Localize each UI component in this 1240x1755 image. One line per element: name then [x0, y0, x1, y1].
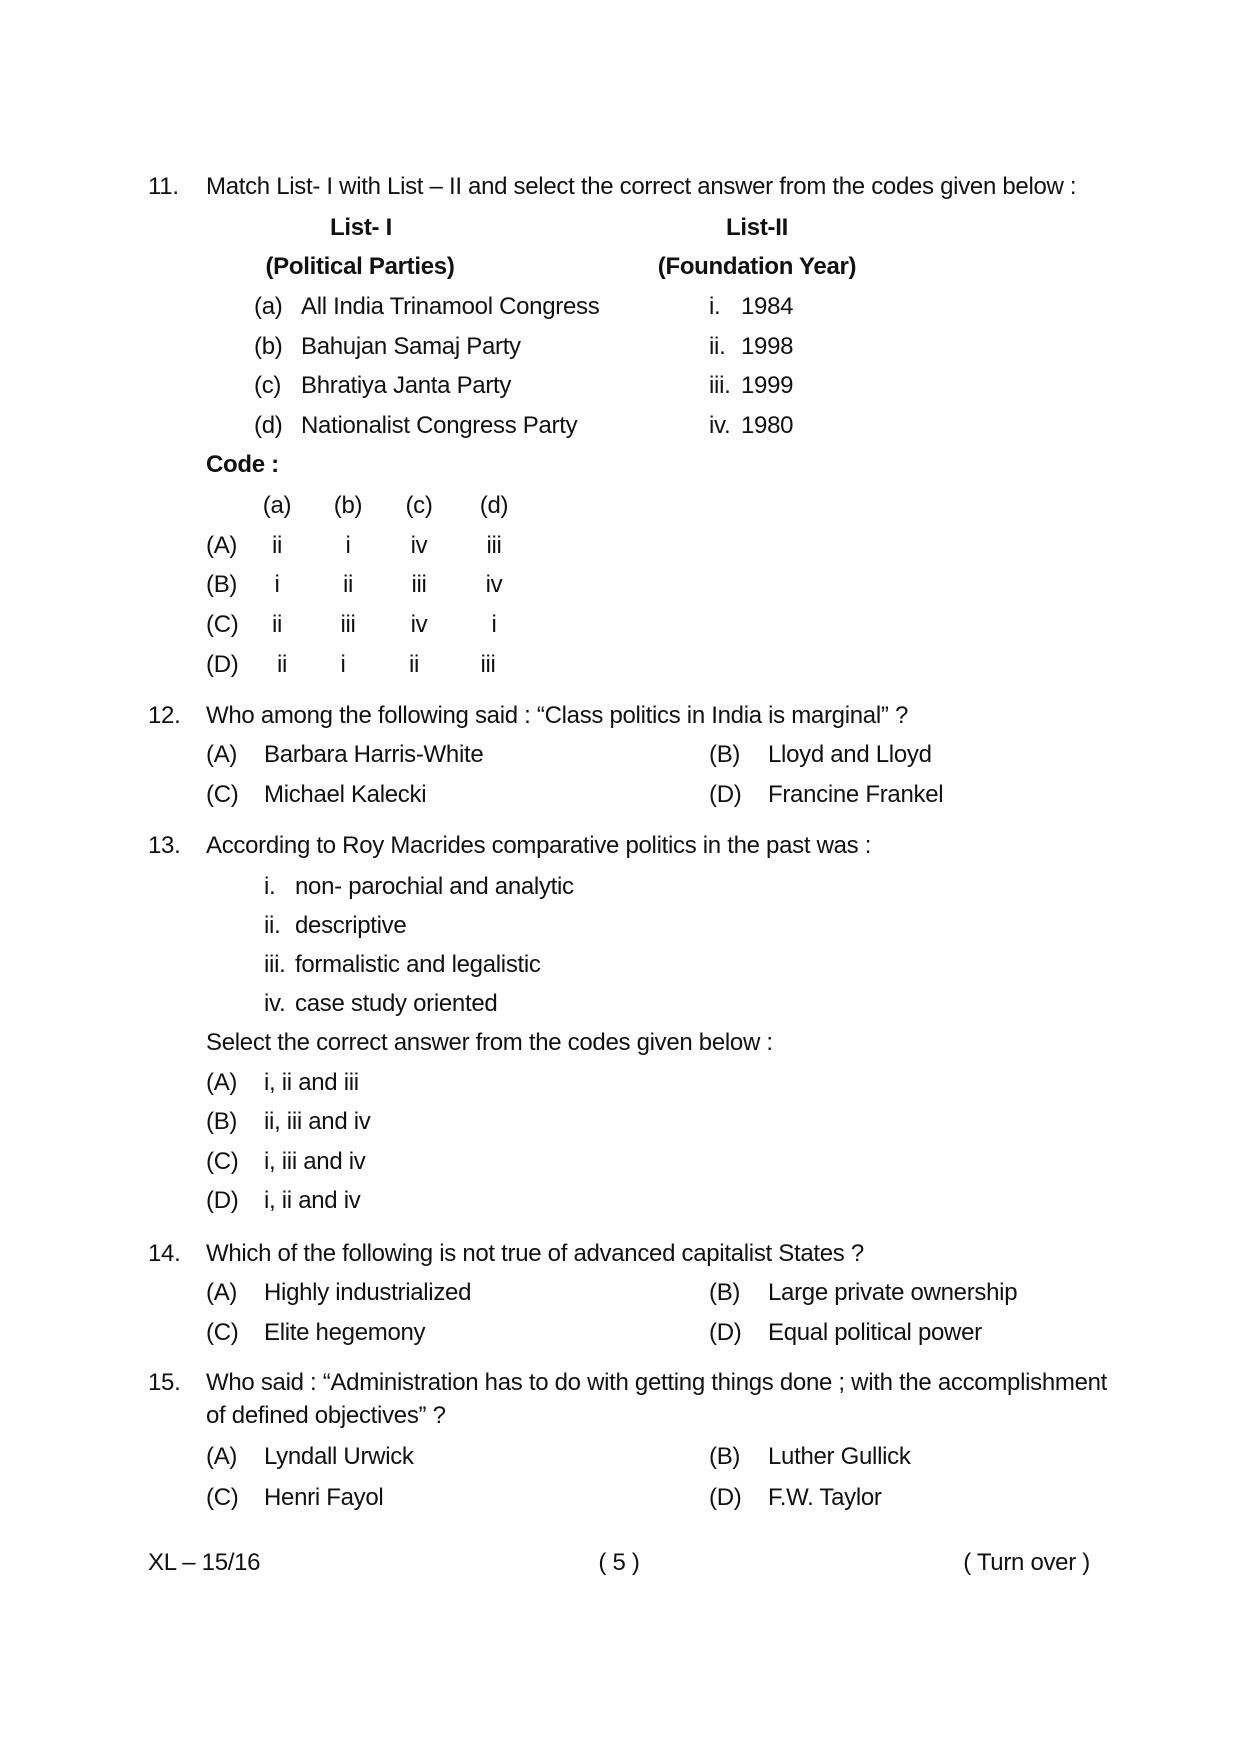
option-label: (C): [206, 1484, 239, 1511]
option-text: F.W. Taylor: [768, 1484, 882, 1511]
code-cell: iii: [411, 571, 427, 598]
option-text: i, ii and iv: [264, 1187, 361, 1214]
list1-title: List- I: [330, 214, 392, 241]
q15-text: Who said : “Administration has to do with getting things done ; with the accomplishment: [206, 1369, 1108, 1396]
q13-text: According to Roy Macrides comparative politics in the past was :: [206, 832, 872, 859]
code-header: (a): [262, 492, 292, 519]
list2-item-text: 1998: [741, 333, 794, 360]
option-label: (B): [709, 1443, 741, 1470]
option-text: i, ii and iii: [264, 1069, 359, 1096]
code-cell: i: [491, 611, 497, 638]
list1-item-label: (a): [254, 293, 283, 320]
option-label: (D): [709, 1484, 742, 1511]
list1-item-text: All India Trinamool Congress: [301, 293, 600, 320]
code-cell: iii: [486, 532, 502, 559]
list2-item-label: iii.: [709, 372, 731, 399]
list1-subtitle: (Political Parties): [265, 253, 455, 280]
statement-text: formalistic and legalistic: [295, 951, 541, 978]
statement-label: iv.: [264, 990, 286, 1017]
statement-text: non- parochial and analytic: [295, 873, 574, 900]
list2-item-label: iv.: [709, 412, 731, 439]
footer-turn-over: ( Turn over ): [963, 1549, 1090, 1576]
list2-item-text: 1999: [741, 372, 794, 399]
code-header: (c): [405, 492, 433, 519]
code-header: (b): [333, 492, 363, 519]
code-cell: iii: [480, 651, 496, 678]
q12-number: 12.: [148, 702, 181, 729]
q15-number: 15.: [148, 1369, 181, 1396]
option-text: Michael Kalecki: [264, 781, 427, 808]
option-label: (D): [709, 1319, 742, 1346]
q13-number: 13.: [148, 832, 181, 859]
option-label: (D): [206, 1187, 239, 1214]
code-cell: i: [340, 651, 346, 678]
option-label: (A): [206, 1279, 238, 1306]
list1-item-label: (c): [254, 372, 282, 399]
list1-item-label: (d): [254, 412, 283, 439]
option-text: Lloyd and Lloyd: [768, 741, 932, 768]
option-label: (A): [206, 741, 238, 768]
option-text: ii, iii and iv: [264, 1108, 371, 1135]
code-label: Code :: [206, 451, 279, 478]
option-label: (C): [206, 1148, 239, 1175]
code-cell: i: [345, 532, 351, 559]
option-label: (B): [709, 741, 741, 768]
statement-text: descriptive: [295, 912, 407, 939]
statement-text: case study oriented: [295, 990, 498, 1017]
list2-title: List-II: [726, 214, 788, 241]
code-header: (d): [479, 492, 509, 519]
option-text: Equal political power: [768, 1319, 982, 1346]
code-cell: ii: [408, 651, 420, 678]
option-text: Henri Fayol: [264, 1484, 384, 1511]
code-cell: ii: [342, 571, 354, 598]
option-label: (B): [206, 1108, 238, 1135]
q13-instruction: Select the correct answer from the codes given below :: [206, 1029, 773, 1056]
code-row-label: (B): [206, 571, 238, 598]
list2-subtitle: (Foundation Year): [657, 253, 857, 280]
code-cell: iii: [340, 611, 356, 638]
code-cell: ii: [271, 611, 283, 638]
footer-paper-code: XL – 15/16: [148, 1549, 261, 1576]
q12-text: Who among the following said : “Class politics in India is marginal” ?: [206, 702, 908, 729]
option-text: Elite hegemony: [264, 1319, 426, 1346]
list1-item-text: Nationalist Congress Party: [301, 412, 578, 439]
code-cell: iv: [410, 532, 428, 559]
list2-item-text: 1980: [741, 412, 794, 439]
q11-text: Match List- I with List – II and select the correct answer from the codes given below :: [206, 173, 1077, 200]
option-label: (B): [709, 1279, 741, 1306]
code-row-label: (A): [206, 532, 238, 559]
option-text: Barbara Harris-White: [264, 741, 484, 768]
code-row-label: (C): [206, 611, 239, 638]
code-row-label: (D): [206, 651, 239, 678]
option-label: (C): [206, 781, 239, 808]
option-text: Highly industrialized: [264, 1279, 472, 1306]
list1-item-text: Bahujan Samaj Party: [301, 333, 521, 360]
statement-label: i.: [264, 873, 276, 900]
statement-label: iii.: [264, 951, 286, 978]
option-text: Francine Frankel: [768, 781, 944, 808]
option-label: (D): [709, 781, 742, 808]
code-cell: iv: [410, 611, 428, 638]
list2-item-label: ii.: [709, 333, 726, 360]
q14-number: 14.: [148, 1240, 181, 1267]
option-text: Large private ownership: [768, 1279, 1018, 1306]
code-cell: ii: [276, 651, 288, 678]
option-label: (A): [206, 1069, 238, 1096]
statement-label: ii.: [264, 912, 281, 939]
footer-page-number: ( 5 ): [598, 1549, 640, 1576]
code-cell: iv: [485, 571, 503, 598]
q11-number: 11.: [148, 173, 179, 200]
code-cell: i: [274, 571, 280, 598]
list1-item-label: (b): [254, 333, 283, 360]
code-cell: ii: [271, 532, 283, 559]
option-text: Luther Gullick: [768, 1443, 911, 1470]
option-text: i, iii and iv: [264, 1148, 366, 1175]
q15-text-continued: of defined objectives” ?: [206, 1402, 446, 1429]
q14-text: Which of the following is not true of advanced capitalist States ?: [206, 1240, 864, 1267]
list2-item-text: 1984: [741, 293, 794, 320]
list2-item-label: i.: [709, 293, 721, 320]
list1-item-text: Bhratiya Janta Party: [301, 372, 512, 399]
option-text: Lyndall Urwick: [264, 1443, 414, 1470]
option-label: (C): [206, 1319, 239, 1346]
option-label: (A): [206, 1443, 238, 1470]
